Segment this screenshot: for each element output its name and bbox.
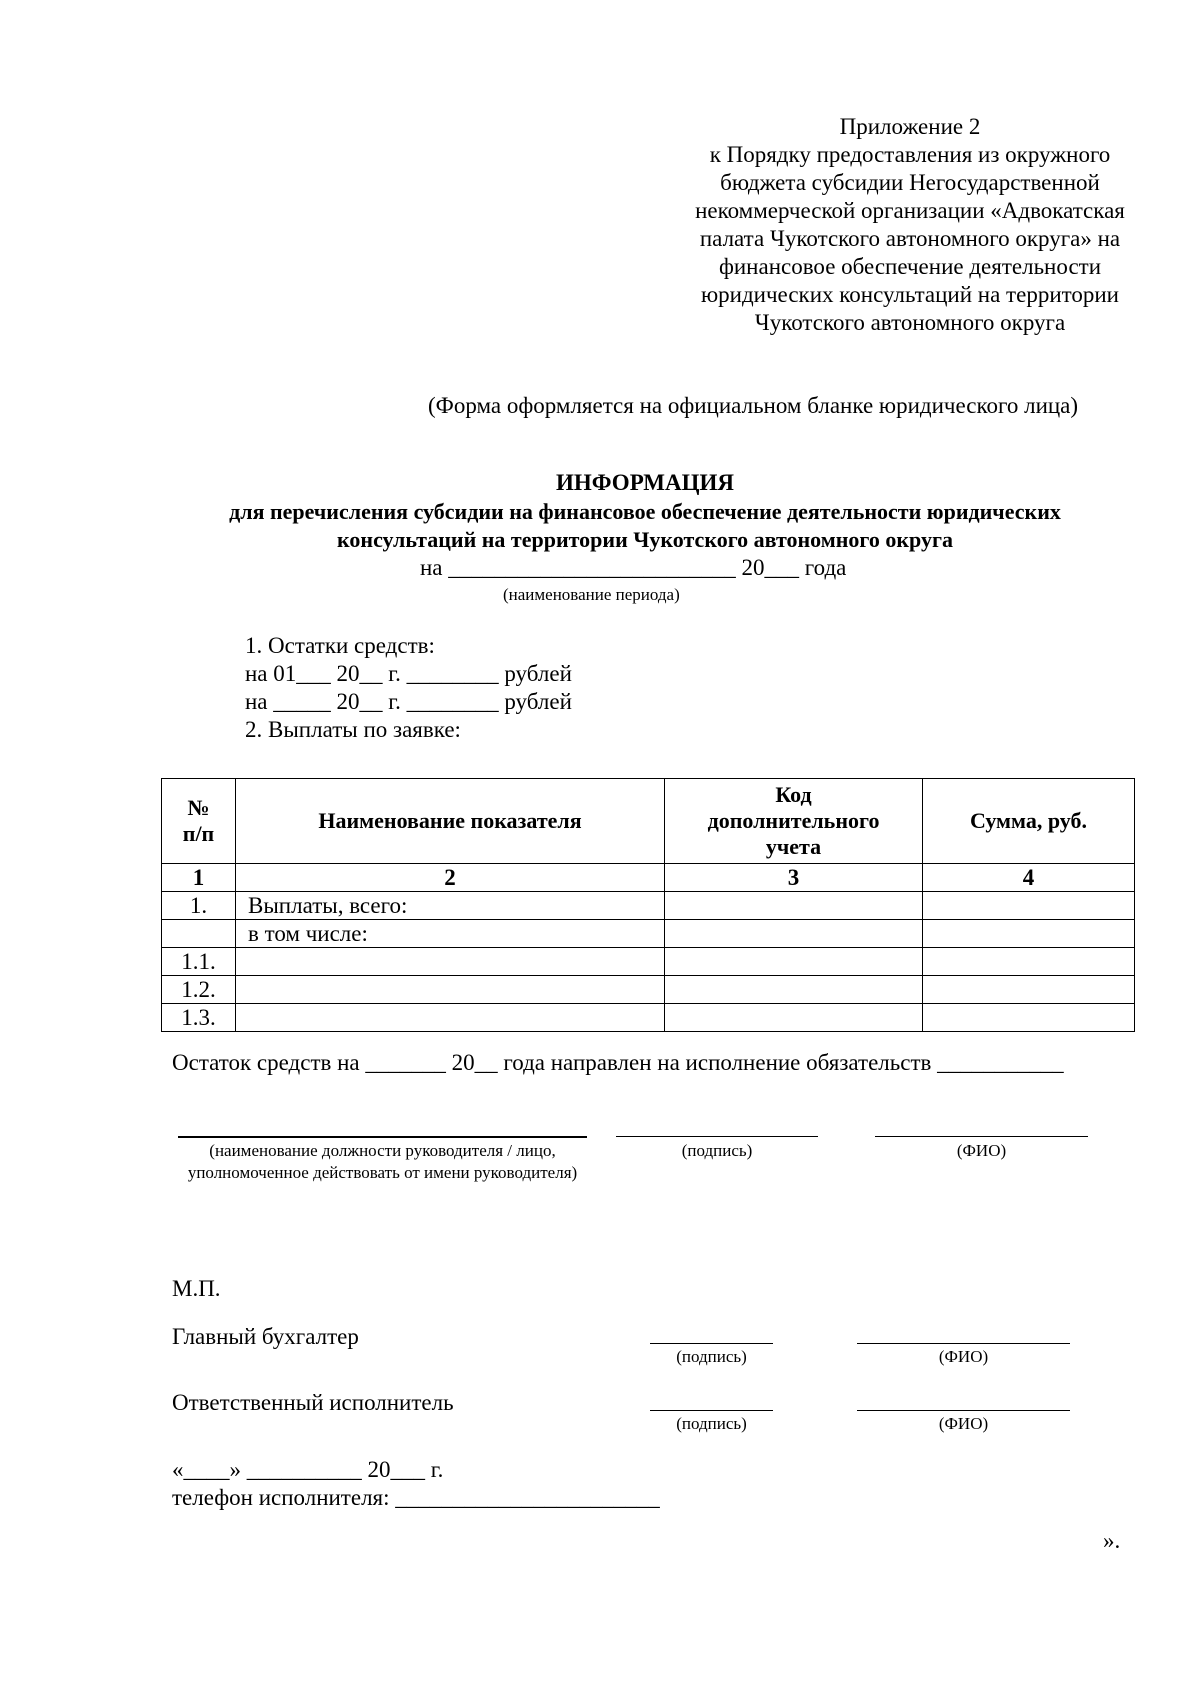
header-additional-code: Код дополнительного учета xyxy=(665,779,923,864)
appendix-line: к Порядку предоставления из окружного xyxy=(709,142,1111,167)
column-number: 2 xyxy=(236,864,665,892)
executor-label: Ответственный исполнитель xyxy=(172,1390,454,1415)
appendix-line: Приложение 2 xyxy=(839,114,981,139)
row-code[interactable] xyxy=(665,948,923,976)
chief-accountant-name-line[interactable] xyxy=(857,1343,1070,1344)
subtitle-line: консультаций на территории Чукотского автономного округа xyxy=(337,527,953,552)
row-sum[interactable] xyxy=(923,1004,1135,1032)
subtitle-line: для перечисления субсидии на финансовое обеспечение деятельности юридических xyxy=(229,499,1061,524)
phone-line: телефон исполнителя: _______________________ xyxy=(172,1485,660,1510)
appendix-line: юридических консультаций на территории xyxy=(700,282,1119,307)
row-number: 1. xyxy=(162,892,236,920)
appendix-line: некоммерческой организации «Адвокатская xyxy=(695,198,1125,223)
head-name-line[interactable] xyxy=(875,1136,1088,1137)
table-row xyxy=(162,948,1135,976)
section-2-heading: 2. Выплаты по заявке: xyxy=(245,717,461,742)
row-code[interactable] xyxy=(665,976,923,1004)
row-code[interactable] xyxy=(665,892,923,920)
form-note: (Форма оформляется на официальном бланке юридического лица) xyxy=(428,393,1079,418)
table-header-row xyxy=(162,779,1135,864)
row-indicator[interactable] xyxy=(236,1004,665,1032)
appendix-line: финансовое обеспечение деятельности xyxy=(718,254,1102,279)
closing-quote: ». xyxy=(1103,1528,1121,1553)
row-number: 1.3. xyxy=(162,1004,236,1032)
row-sum[interactable] xyxy=(923,948,1135,976)
payments-table xyxy=(161,778,1135,1032)
date-line: «____» __________ 20___ г. xyxy=(172,1457,444,1482)
appendix-line: Чукотского автономного округа xyxy=(754,310,1066,335)
chief-accountant-label: Главный бухгалтер xyxy=(172,1324,359,1349)
row-sum[interactable] xyxy=(923,892,1135,920)
document-subtitle xyxy=(0,498,1200,554)
appendix-line: бюджета субсидии Негосударственной xyxy=(720,170,1100,195)
row-number: 1.2. xyxy=(162,976,236,1004)
period-line: на _________________________ 20___ года xyxy=(420,555,847,580)
appendix-header xyxy=(600,113,1200,337)
balance-line-2: на _____ 20__ г. ________ рублей xyxy=(245,689,572,714)
position-caption: (наименование должности руководителя / лицо, уполномоченное действовать от имени руководителя) xyxy=(187,1141,578,1182)
document-title: ИНФОРМАЦИЯ xyxy=(555,470,735,495)
executor-signature-line[interactable] xyxy=(650,1410,773,1411)
remainder-line: Остаток средств на _______ 20__ года направлен на исполнение обязательств ___________ xyxy=(172,1050,1064,1075)
chief-accountant-signature-line[interactable] xyxy=(650,1343,773,1344)
row-sum[interactable] xyxy=(923,920,1135,948)
appendix-line: палата Чукотского автономного округа» на xyxy=(699,226,1121,251)
position-signature-line[interactable] xyxy=(178,1136,587,1138)
header-number: № п/п xyxy=(162,779,236,864)
row-indicator: в том числе: xyxy=(236,920,665,948)
row-code[interactable] xyxy=(665,920,923,948)
table-row xyxy=(162,976,1135,1004)
row-indicator[interactable] xyxy=(236,976,665,1004)
section-1-heading: 1. Остатки средств: xyxy=(245,633,435,658)
row-indicator[interactable] xyxy=(236,948,665,976)
row-number: 1.1. xyxy=(162,948,236,976)
signature-caption: (подпись) xyxy=(676,1414,747,1433)
name-caption: (ФИО) xyxy=(956,1141,1007,1160)
row-sum[interactable] xyxy=(923,976,1135,1004)
column-number: 1 xyxy=(162,864,236,892)
name-caption: (ФИО) xyxy=(938,1414,989,1433)
balance-line-1: на 01___ 20__ г. ________ рублей xyxy=(245,661,572,686)
table-row xyxy=(162,920,1135,948)
head-signature-line[interactable] xyxy=(616,1136,818,1137)
signature-caption: (подпись) xyxy=(681,1141,753,1160)
period-caption: (наименование периода) xyxy=(503,585,680,604)
column-number: 3 xyxy=(665,864,923,892)
name-caption: (ФИО) xyxy=(938,1347,989,1366)
executor-name-line[interactable] xyxy=(857,1410,1070,1411)
row-number xyxy=(162,920,236,948)
header-indicator-name: Наименование показателя xyxy=(236,779,665,864)
column-number-row xyxy=(162,864,1135,892)
table-row xyxy=(162,892,1135,920)
row-code[interactable] xyxy=(665,1004,923,1032)
column-number: 4 xyxy=(923,864,1135,892)
signature-caption: (подпись) xyxy=(676,1347,747,1366)
row-indicator: Выплаты, всего: xyxy=(236,892,665,920)
header-sum: Сумма, руб. xyxy=(923,779,1135,864)
stamp-label: М.П. xyxy=(172,1276,221,1301)
table-row xyxy=(162,1004,1135,1032)
